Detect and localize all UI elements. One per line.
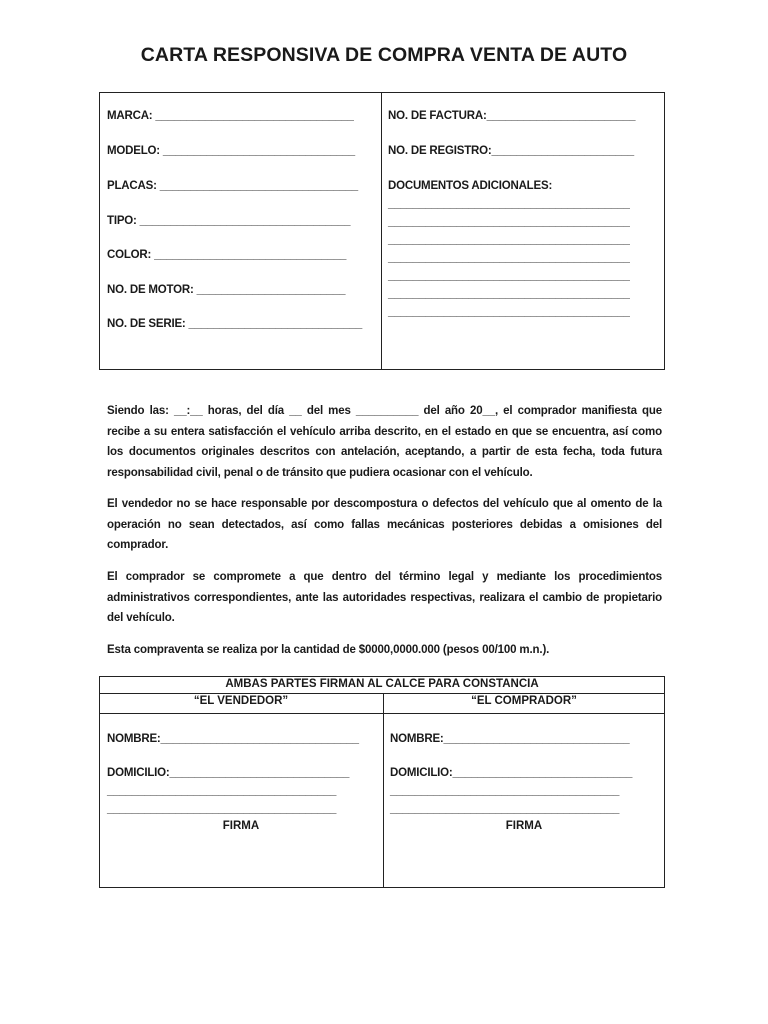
signature-box xyxy=(99,676,665,888)
modelo-field[interactable]: MODELO: _______________________________ xyxy=(107,145,355,157)
buyer-address-line[interactable]: _____________________________________ xyxy=(390,803,620,815)
vehicle-info-divider xyxy=(381,92,382,370)
paragraph-buyer-commitment: El comprador se compromete a que dentro del término legal y mediante los procedimientos administrativos correspondientes, ante las autoridades respectivas, realizara el cambio de propietario del vehículo. xyxy=(107,571,662,624)
signature-title-divider xyxy=(99,713,665,714)
color-field[interactable]: COLOR: _______________________________ xyxy=(107,249,347,261)
buyer-nombre-field[interactable]: NOMBRE:______________________________ xyxy=(390,733,630,745)
documentos-line[interactable]: _______________________________________ xyxy=(388,306,630,318)
signature-header: AMBAS PARTES FIRMAN AL CALCE PARA CONSTANCIA xyxy=(225,678,539,690)
signature-column-divider xyxy=(383,693,384,888)
buyer-address-line[interactable]: _____________________________________ xyxy=(390,785,620,797)
buyer-title: “EL COMPRADOR” xyxy=(471,695,577,707)
buyer-domicilio-field[interactable]: DOMICILIO:_____________________________ xyxy=(390,767,633,779)
paragraph-declaration: Siendo las: __:__ horas, del día __ del mes __________ del año 20__, el comprador manifiesta que recibe a su entera satisfacción el vehículo arriba descrito, en el estado en que se encuentra, así como los documentos originales descritos con antelación, aceptando, a partir de esta fecha, toda futura responsabilidad civil, penal o de tránsito que pudiera ocasionar con el vehículo. xyxy=(107,405,662,479)
paragraph-price: Esta compraventa se realiza por la cantidad de $0000,0000.000 (pesos 00/100 m.n.). xyxy=(107,644,550,656)
seller-address-line[interactable]: _____________________________________ xyxy=(107,785,337,797)
serie-field[interactable]: NO. DE SERIE: ____________________________ xyxy=(107,318,363,330)
seller-address-line[interactable]: _____________________________________ xyxy=(107,803,337,815)
tipo-field[interactable]: TIPO: __________________________________ xyxy=(107,215,351,227)
signature-header-divider xyxy=(99,693,665,694)
registro-field[interactable]: NO. DE REGISTRO:_______________________ xyxy=(388,145,635,157)
documentos-line[interactable]: _______________________________________ xyxy=(388,216,630,228)
seller-firma-label: FIRMA xyxy=(222,820,260,832)
documentos-line[interactable]: _______________________________________ xyxy=(388,252,630,264)
seller-nombre-field[interactable]: NOMBRE:________________________________ xyxy=(107,733,359,745)
seller-domicilio-field[interactable]: DOMICILIO:_____________________________ xyxy=(107,767,350,779)
documentos-line[interactable]: _______________________________________ xyxy=(388,270,630,282)
documentos-line[interactable]: _______________________________________ xyxy=(388,198,630,210)
documentos-line[interactable]: _______________________________________ xyxy=(388,288,630,300)
factura-field[interactable]: NO. DE FACTURA:________________________ xyxy=(388,110,636,122)
documentos-adicionales-label: DOCUMENTOS ADICIONALES: xyxy=(388,180,553,192)
seller-title: “EL VENDEDOR” xyxy=(193,695,289,707)
paragraph-seller-disclaimer: El vendedor no se hace responsable por descompostura o defectos del vehículo que al omento de la operación no sean detectados, así como fallas mecánicas posteriores debidas a omisiones del comprador. xyxy=(107,498,662,551)
motor-field[interactable]: NO. DE MOTOR: ________________________ xyxy=(107,284,346,296)
buyer-firma-label: FIRMA xyxy=(505,820,543,832)
documentos-line[interactable]: _______________________________________ xyxy=(388,234,630,246)
placas-field[interactable]: PLACAS: ________________________________ xyxy=(107,180,358,192)
document-title: CARTA RESPONSIVA DE COMPRA VENTA DE AUTO xyxy=(140,44,628,66)
marca-field[interactable]: MARCA: ________________________________ xyxy=(107,110,354,122)
